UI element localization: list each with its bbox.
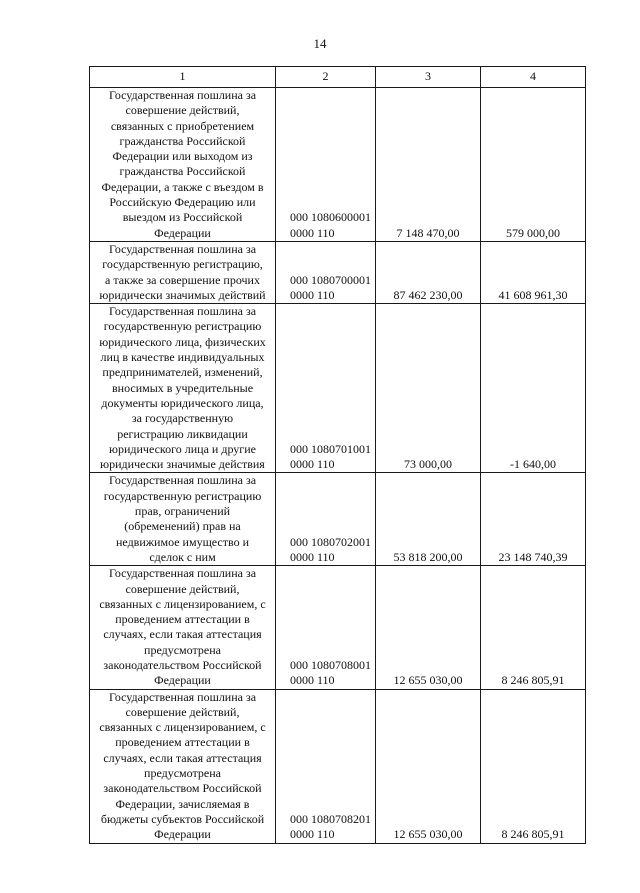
row-description (90, 88, 276, 242)
row-description (90, 566, 276, 689)
column-header: 1 (90, 67, 276, 88)
value-col3: 73 000,00 (376, 304, 481, 473)
column-header: 2 (276, 67, 376, 88)
description-line: Государственная пошлина за (108, 689, 257, 704)
description-line: юридического лица, физических (99, 334, 266, 349)
value-col3: 87 462 230,00 (376, 241, 481, 303)
description-line: Российскую Федерацию или (109, 195, 256, 210)
description-line: Федерации, зачисляемая в (115, 796, 250, 811)
budget-code-line: 0000 110 (290, 827, 335, 842)
budget-code-cell (276, 88, 376, 242)
value-col4: -1 640,00 (481, 304, 586, 473)
description-line: документы юридического лица, (101, 395, 264, 410)
budget-code-line: 0000 110 (290, 549, 335, 564)
table-row (90, 304, 586, 473)
budget-code-line: 000 1080701001 (290, 441, 371, 456)
description-line: случаях, если такая аттестация (103, 627, 262, 642)
budget-code-line: 000 1080708001 (290, 657, 371, 672)
description-line: прав, ограничений (134, 504, 231, 519)
description-line: за государственную (131, 411, 234, 426)
budget-code-line: 000 1080600001 (290, 210, 371, 225)
description-line: совершение действий, (125, 103, 240, 118)
table-row (90, 88, 586, 242)
table-header-row (90, 67, 586, 88)
description-line: Федерации (154, 225, 211, 240)
description-line: совершение действий, (125, 581, 240, 596)
budget-code-cell (276, 689, 376, 843)
table-row (90, 689, 586, 843)
description-line: предусмотрена (144, 766, 221, 781)
description-line: гражданства Российской (119, 164, 246, 179)
value-col4: 8 246 805,91 (481, 689, 586, 843)
row-description (90, 241, 276, 303)
row-description (90, 473, 276, 566)
budget-table (89, 66, 586, 844)
budget-code-cell (276, 241, 376, 303)
budget-code-line: 0000 110 (290, 673, 335, 688)
budget-code-line: 000 1080708201 (290, 811, 371, 826)
description-line: гражданства Российской (119, 133, 246, 148)
description-line: связанных с приобретением (110, 118, 255, 133)
description-line: предусмотрена (144, 642, 221, 657)
value-col4: 579 000,00 (481, 88, 586, 242)
table-row (90, 566, 586, 689)
budget-code-line: 000 1080702001 (290, 534, 371, 549)
description-line: Федерации, а также с въездом в (101, 179, 264, 194)
description-line: регистрацию ликвидации (117, 426, 248, 441)
description-line: законодательством Российской (103, 657, 262, 672)
value-col4: 8 246 805,91 (481, 566, 586, 689)
description-line: проведением аттестации в (115, 735, 250, 750)
description-line: а также за совершение прочих (105, 272, 260, 287)
description-line: связанных с лицензированием, с (99, 720, 266, 735)
page-number: 14 (313, 36, 327, 51)
description-line: Государственная пошлина за (108, 304, 257, 319)
description-line: Федерации или выходом из (112, 149, 253, 164)
description-line: сделок с ним (149, 549, 216, 564)
description-line: выездом из Российской (122, 210, 243, 225)
description-line: государственную регистрацию, (102, 257, 263, 272)
description-line: юридически значимые действия (100, 457, 265, 472)
description-line: государственную регистрацию (103, 319, 262, 334)
value-col4: 23 148 740,39 (481, 473, 586, 566)
description-line: законодательством Российской (103, 781, 262, 796)
table-row (90, 241, 586, 303)
value-col3: 7 148 470,00 (376, 88, 481, 242)
budget-code-line: 000 1080700001 (290, 272, 371, 287)
description-line: юридического лица и другие (109, 441, 256, 456)
value-col3: 53 818 200,00 (376, 473, 481, 566)
description-line: (обременений) прав на (124, 519, 241, 534)
value-col3: 12 655 030,00 (376, 566, 481, 689)
row-description (90, 689, 276, 843)
column-header: 3 (376, 67, 481, 88)
description-line: проведением аттестации в (115, 612, 250, 627)
description-line: лиц в качестве индивидуальных (100, 350, 265, 365)
description-line: недвижимое имущество и (115, 534, 250, 549)
description-line: бюджеты субъектов Российской (100, 811, 265, 826)
value-col4: 41 608 961,30 (481, 241, 586, 303)
description-line: вносимых в учредительные (111, 380, 254, 395)
description-line: Государственная пошлина за (108, 241, 257, 256)
budget-code-cell (276, 304, 376, 473)
description-line: Федерации (154, 673, 211, 688)
description-line: совершение действий, (125, 704, 240, 719)
description-line: связанных с лицензированием, с (99, 596, 266, 611)
column-header: 4 (481, 67, 586, 88)
description-line: случаях, если такая аттестация (103, 750, 262, 765)
description-line: юридически значимых действий (99, 287, 266, 302)
budget-code-cell (276, 566, 376, 689)
row-description (90, 304, 276, 473)
description-line: Государственная пошлина за (108, 473, 257, 488)
description-line: Федерации (154, 827, 211, 842)
table-row (90, 473, 586, 566)
description-line: Государственная пошлина за (108, 88, 257, 102)
description-line: предпринимателей, изменений, (102, 365, 263, 380)
description-line: Государственная пошлина за (108, 566, 257, 581)
value-col3: 12 655 030,00 (376, 689, 481, 843)
description-line: государственную регистрацию (103, 488, 262, 503)
budget-code-cell (276, 473, 376, 566)
budget-code-line: 0000 110 (290, 225, 335, 240)
budget-code-line: 0000 110 (290, 287, 335, 302)
budget-code-line: 0000 110 (290, 457, 335, 472)
